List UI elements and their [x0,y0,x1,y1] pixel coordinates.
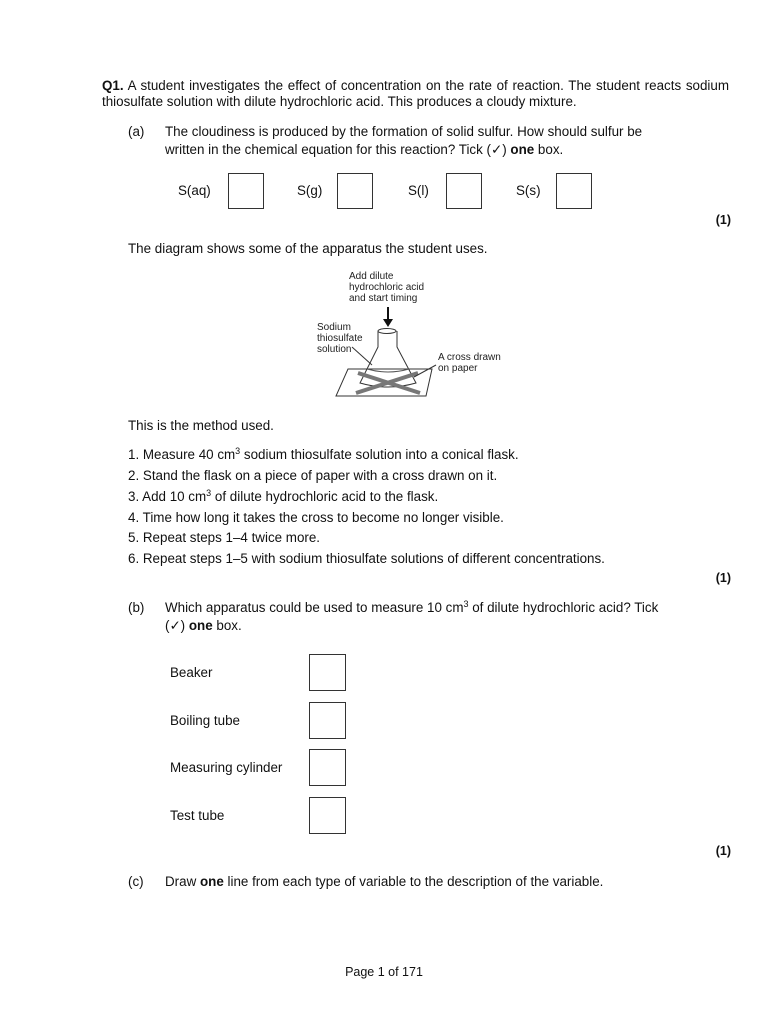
leader-line-solution [352,347,372,365]
method-step-5: 5. Repeat steps 1–4 twice more. [128,530,321,545]
tick-box-boiling-tube[interactable] [309,702,346,739]
tick-box-test-tube[interactable] [309,797,346,834]
conical-flask-shape [360,331,416,387]
mark-part-a: (1) [715,213,731,227]
mark-method: (1) [715,571,731,585]
label-cross-1: A cross drawn [438,352,501,363]
label-cross-2: on paper [438,363,478,374]
part-a-line2: written in the chemical equation for this reaction? Tick (✓) one box. [165,142,564,157]
label-add-acid-3: and start timing [349,293,418,304]
method-step-3: 3. Add 10 $cm^3$ of dilute hydrochloric acid to the flask. [128,488,439,504]
tick-box-s-l[interactable] [446,173,482,209]
part-a-line1: The cloudiness is produced by the formation of solid sulfur. How should sulfur be [165,124,643,139]
method-step-6: 6. Repeat steps 1–5 with sodium thiosulfate solutions of different concentrations. [128,551,605,566]
part-b-line1: Which apparatus could be used to measure 10 $cm^3$ of dilute hydrochloric acid? Tick [165,599,659,615]
option-measuring-cylinder-label: Measuring cylinder [170,760,283,775]
part-b-label: (b) [128,600,145,615]
option-test-tube-label: Test tube [170,808,225,823]
tick-box-s-g[interactable] [337,173,373,209]
part-c-text: Draw one line from each type of variable to the description of the variable. [165,874,604,889]
question-number: Q1. [102,78,124,93]
tick-box-s-s[interactable] [556,173,592,209]
option-s-g-label: S(g) [297,183,323,198]
question-intro [102,78,729,110]
part-b-line2: (✓) one box. [165,618,242,633]
label-sodium-3: solution [317,344,352,355]
option-s-s-label: S(s) [516,183,541,198]
option-s-aq-label: S(aq) [178,183,211,198]
label-sodium-2: thiosulfate [317,333,363,344]
option-beaker-label: Beaker [170,665,213,680]
mark-part-b: (1) [715,844,731,858]
question-intro-text: A student investigates the effect of concentration on the rate of reaction. The student reacts sodium thiosulfate solution with dilute hydrochloric acid. This produces a cloudy mixture. [102,78,730,109]
label-sodium-1: Sodium [317,322,351,333]
leader-line-cross [414,365,436,377]
flask-neck-rim [378,329,396,334]
tick-box-measuring-cylinder[interactable] [309,749,346,786]
label-add-acid-1: Add dilute [349,271,394,282]
diagram-intro: The diagram shows some of the apparatus the student uses. [128,241,488,256]
method-step-2: 2. Stand the flask on a piece of paper with a cross drawn on it. [128,468,498,483]
method-intro: This is the method used. [128,418,274,433]
tick-box-beaker[interactable] [309,654,346,691]
page-number: Page 1 of 171 [345,965,423,979]
method-step-4: 4. Time how long it takes the cross to become no longer visible. [128,510,504,525]
apparatus-diagram [300,265,520,405]
arrow-head-icon [383,319,393,327]
method-step-1: 1. Measure 40 $cm^3$ sodium thiosulfate solution into a conical flask. [128,446,519,462]
option-s-l-label: S(l) [408,183,429,198]
part-c-label: (c) [128,874,144,889]
option-boiling-tube-label: Boiling tube [170,713,240,728]
tick-box-s-aq[interactable] [228,173,264,209]
label-add-acid-2: hydrochloric acid [349,282,425,293]
part-a-label: (a) [128,124,145,139]
